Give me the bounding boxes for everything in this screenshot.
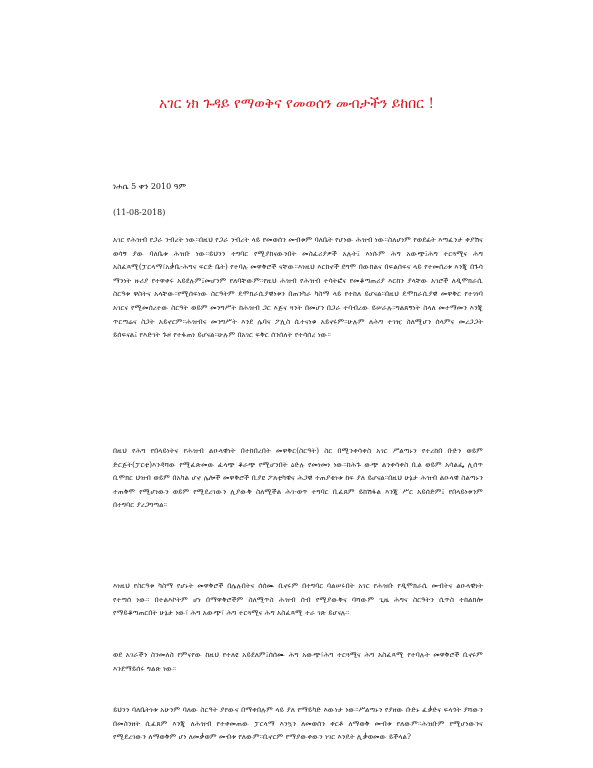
paragraph-1: አገር የሕዝብ የጋራ ንብረት ነው።በዚህ የጋራ ንብረት ላይ የመወሰን መብቱም ባለቤት የሆነው ሕዝብ ነው።ስለሆነም የወደፊት እጣፈንታ ቀያሽና ወሳኝ ያው ባለቤቱ ሕዝቡ ነው።ይህንን ተግባር የሚያከናውንበት መስፈሪያዎች አሉት፤ እነሱም ሕግ አውጭ፤ሕግ ተርጓሚና ሕግ አስፈጻሚ(ፓርላማ፣አቃቤ-ሕግና ፍርድ ቤት) የተባሉ መዋቅሮች ናቸው።እነዚህ እርከኖች ደግሞ በውክልና በፍልሰፍና ላይ የተመሰረቱ እንጂ በጉሳ ማንነት ዙሪያ የተዋቀሩ አይደሉም፤መሆንም የለባቸውም።የዚህ ሕዝብ የሕዝብ ተሳትፎና የመቆጣጠሪያ እርከን ያላቸው አገሮች ለዲሞክራሲ ስርዓቱ ዋስትና አላቸው።የሚሰፍነው ስርዓትም ዴሞክራሲያዊነቱን በጠንካራ ካስማ ላይ የተከለ ይሆናል።በዚህ ዴሞክራሲያዊ መዋቅር የተገነባ አገርና የሚመሰረተው ስርዓት ወይም መንግሥት ከሕዝብ ጋር እጅና ጓንት በመሆን በጋራ ተባብረው ይሠራሉ።ግልጸኝነት ስላለ መተማመን እንጂ ጥርጣሬና ስጋት አይኖርም።ሕዝብና መንግሥት እንደ ሌባና ፖሊስ ሲተናነቁ አይኖሩም።ሁሉም ለሕግ ተገዢ ስለሚሆን ሰላምና መረጋጋት ይሰፍናል፤ የእድገት ጉዞ የተፋጠነ ይሆናል።ሁሉም በአገር ፍቅር ሰንሰለት የተሳሰረ ነው።: [113, 235, 483, 340]
date-ethiopian: ነሐሴ 5 ቀን 2010 ዓም: [113, 182, 186, 191]
paragraph-4: ወደ አገራችን ስንመለስ የምናየው ከዚህ የተለዩ አይደለም፤ሰሰሙ ሕግ አውጭ፣ሕግ ተርጓሚና ሕግ አስፈጻሚ የተባሉት መዋቅሮች ቢኖሩም እንደማይሰሩ ግልጽ ነው።: [113, 650, 483, 673]
paragraph-3: እነዚህ የስርዓቱ ካስማ የሆኑት መዋቅሮች በሌሉበትና ሰሰሙ ቢኖሩም በተግባር ባልሠሩበት አገር የሕዝቡ የዲሞክራሲ መብትና ልዑላዊነት የተጣሰ ነው። በተልእኮትም ሆነ በማዋቅሮችም ስለሚጥስ ሕዝብ ሰብ የሚያውቅና ባሻውም ጊዜ ሕግና ስርዓትን ሲጥስ ተከልክሎ የማይቆጣጠርበት ሁኔታ ነው፣ ሕግ አውጭ፣ ሕግ ተርጓሚና ሕግ አስፈጻሚ ተራ ገጽ ይሆናሉ።: [113, 581, 483, 618]
document-title: አገር ነክ ጉዳይ የማወቅና የመወሰን መብታችን ይከበር !: [159, 96, 434, 112]
date-gregorian: (11-08-2018): [113, 208, 166, 217]
paragraph-5: ይህንን ባለቤትነቱ አሁንም ባለው ስርዓት ያየውና በማቀበሉም ላይ ያለ የማይካድ እውነታ ነው።ሥልጣኑን የያዘው ቡድኑ ፈቃድና ፍላጎት ያሻውን በመስንዘት ሲፈጸም እንጂ ለሕዝብ የተቀመጠው ፓርላማ እንኳን ለመወሰን ቀርቶ ለማወቅ መብቱ የለውም።ሕዝቡም የሚሆነውንና የሚደረገውን ለማወቅም ሆነ ለመቃወም መብቱ የለውም።ቢኖርም የማያውቀውን ነገር እንዴት ሊቃወመው ይችላል?: [113, 705, 483, 742]
paragraph-2: በዚህ የሕግ የበላይነትና የሕዝብ ልዑላዊነት በተከበረበት መዋቅር(ስርዓት) ስር በሚንቀሳቀስ አገር ሥልጣኑን የተረከበ ቡድን ወይም ድርጅት(ፓርቲ)እንዳሻው የሚፈጽመው ፈላጭ ቆራጭ የሚሆንበት ዕድሉ የመነመነ ነው።ከሕጉ ውጭ ልንቀሳቀስ ቢል ወይም አሳልፌ ሊሰጥ ቢሞክር ህዝብ ወይም በአካል ሆኖ ሌሎች መዋቅሮች ቢያዩ ፖለቲካዊና ሕጋዊ ተጠያቂነቱ ከፍ ያለ ይሆናል።በዚህ ሁኔታ ሕዝብ ልዑላዊ ስልጣኑን ተጠቅሞ የሚሆነውን ወይም የሚደረገውን ሊያውቅ ስለሚችል ሕገ-ወጥ ተግባር ቢፈጸም ይከሽፋል እንጂ ሥር አይሰድም፤ የበላይነቱንም በተግባር ያረጋግጣል።: [113, 446, 483, 510]
